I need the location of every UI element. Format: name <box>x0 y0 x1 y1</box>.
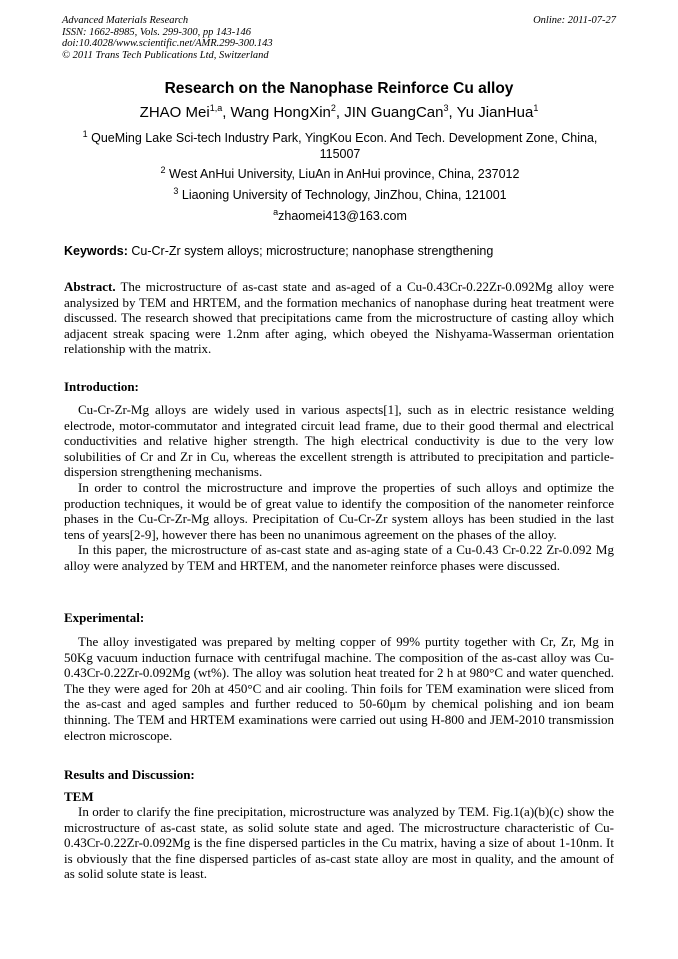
keywords-label: Keywords: <box>64 244 128 258</box>
paragraph: In this paper, the microstructure of as-cast state and as-aging state of a Cu-0.43 Cr-0.22 Zr-0.092 Mg alloy were analyzed by TEM and HRTEM, and the nanometer reinforce phases were discussed. <box>64 542 614 573</box>
doi-line: doi:10.4028/www.scientific.net/AMR.299-300.143 <box>62 38 273 49</box>
issn-line: ISSN: 1662-8985, Vols. 299-300, pp 143-146 <box>62 26 251 38</box>
keywords-text: Cu-Cr-Zr system alloys; microstructure; nanophase strengthening <box>131 244 494 258</box>
author-name: JIN GuangCan <box>344 104 444 121</box>
paragraph: Cu-Cr-Zr-Mg alloys are widely used in various aspects[1], such as in electric resistance welding electrode, motor-commutator and integrated circuit lead frame, due to their good thermal and electrical conductivities and relative higher strength. The high electrical conductivity is due to the very low solubilities of Cr and Zr in Cu, whereas the excellent strength is attributed to precipitation and particle-dispersion strengthening mechanisms. <box>64 402 614 480</box>
author-sup: 2 <box>330 103 336 113</box>
copyright-line: © 2011 Trans Tech Publications Ltd, Switzerland <box>62 49 269 61</box>
abstract-label: Abstract. <box>64 279 116 294</box>
author-list: ZHAO Mei$^{1,a}$, Wang HongXin$^2$, JIN GuangCan$^3$, Yu JianHua$^1$ <box>139 103 539 121</box>
paper-title: Research on the Nanophase Reinforce Cu alloy <box>164 80 514 97</box>
author-name: Yu JianHua <box>456 104 534 121</box>
aff-sup: 2 <box>160 164 166 175</box>
paragraph: In order to control the microstructure and improve the properties of such alloys and optimize the production techniques, it would be of great value to identify the composition of the nanometer reinforce phases in the Cu-Cr-Zr-Mg alloys. Precipitation of Cu-Cr-Zr system alloys has been studied in the last tens of years[2-9], however there has been no unanimous agreement on the phases of the alloy. <box>64 479 614 542</box>
results-heading: Results and Discussion: <box>64 767 195 782</box>
author-sup: 3 <box>443 103 449 113</box>
affiliation-2 <box>70 166 610 182</box>
journal-header <box>62 15 273 61</box>
author-email <box>70 208 610 224</box>
aff-text: West AnHui University, LiuAn in AnHui province, China, 237012 <box>169 167 520 181</box>
author-sup: 1 <box>533 103 539 113</box>
online-date: Online: 2011-07-27 <box>533 15 616 26</box>
author-name: Wang HongXin <box>230 104 331 121</box>
affiliation-3 <box>70 187 610 203</box>
paragraph: The alloy investigated was prepared by melting copper of 99% purtity together with Cr, Zr, Mg in 50Kg vacuum induction furnace with centrifugal machine. The composition of the as-cast alloy was Cu-0.43Cr-0.22Zr-0.092Mg (wt%). The alloy was solution heat treated for 2 h at 980°C and water quenched. The they were aged for 20h at 450°C and air cooling. Thin foils for TEM examination were sliced from the as-cast and aged samples and further reduced to 50-60μm by chemical polishing and ion beam thinning. The TEM and HRTEM examinations were carried out using H-800 and JEM-2010 transmission electron microscope. <box>64 634 614 743</box>
abstract-text: The microstructure of as-cast state and as-aged of a Cu-0.43Cr-0.22Zr-0.092Mg alloy were analysized by TEM and HRTEM, and the formation mechanics of nanophase during heat treatment were discussed. The research showed that precipitations came from the microstructure of casting alloy which adjacent streak spacing were 1.2nm after aging, which obeyed the Nishyama-Wasserman orientation relationship with the matrix. <box>64 279 614 357</box>
results-body <box>64 804 614 882</box>
affiliation-1 <box>70 130 610 162</box>
author-name: ZHAO Mei <box>139 104 210 121</box>
tem-subheading: TEM <box>64 789 94 804</box>
email-sup: a <box>273 206 279 217</box>
experimental-heading: Experimental: <box>64 610 145 625</box>
abstract <box>64 279 614 357</box>
experimental-body <box>64 634 614 743</box>
keywords <box>64 244 493 258</box>
journal-name: Advanced Materials Research <box>62 15 189 26</box>
aff-sup: 3 <box>173 185 179 196</box>
paragraph: In order to clarify the fine precipitation, microstructure was analyzed by TEM. Fig.1(a)(b)(c) show the microstructure of as-cast state, as solid solute state and aged. The microstructure characteristic of Cu-0.43Cr-0.22Zr-0.092Mg is the fine dispersed particles in the Cu matrix, having a size of about 1-10nm. It is obviously that the fine dispersed particles of as-cast state alloy are most in quality, and the amount of as solid solute state is least. <box>64 804 614 882</box>
aff-text: Liaoning University of Technology, JinZhou, China, 121001 <box>181 188 507 202</box>
introduction-body <box>64 402 614 574</box>
email-text: zhaomei413@163.com <box>278 209 407 223</box>
aff-sup: 1 <box>82 128 88 139</box>
introduction-heading: Introduction: <box>64 379 139 394</box>
author-sup: 1,a <box>209 103 223 113</box>
aff-text: QueMing Lake Sci-tech Industry Park, YingKou Econ. And Tech. Development Zone, China, 115007 <box>91 131 598 161</box>
